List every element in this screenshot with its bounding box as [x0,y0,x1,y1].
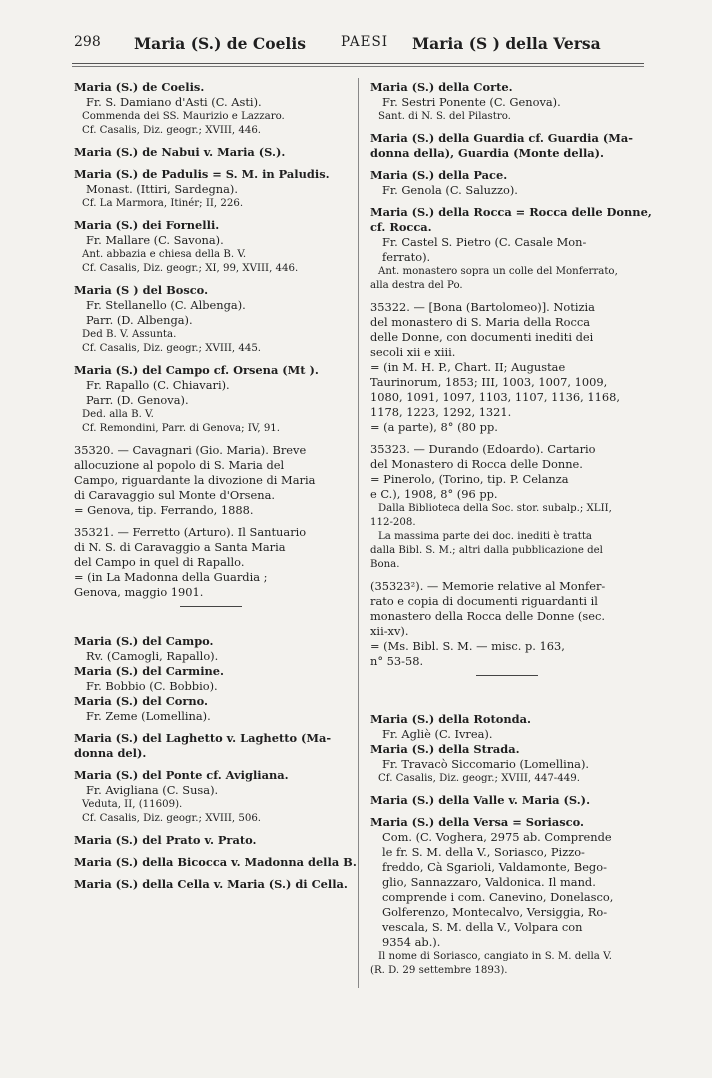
spacer [370,124,644,131]
spacer [370,161,644,168]
entry-line: Fr. Zeme (Lomellina). [86,709,211,723]
header-left-title: Maria (S.) de Coelis [134,34,306,53]
entry-line: 112-208. [370,517,416,528]
entry-line: Cf. Casalis, Diz. geogr.; XVIII, 445. [82,343,262,354]
entry-line: = Pinerolo, (Torino, tip. P. Celanza [370,472,569,486]
spacer [74,211,348,218]
entry-line: La massima parte dei doc. inediti è tratta [378,531,592,542]
entry-line: 9354 ab.). [382,935,441,949]
entry-line: Fr. Stellanello (C. Albenga). [86,298,246,312]
entry-line: Golferenzo, Montecalvo, Versiggia, Ro- [382,905,608,919]
entry-line: del Monastero di Rocca delle Donne. [370,457,583,471]
entry-heading: Maria (S ) del Bosco. [74,283,209,297]
entry-heading: Maria (S.) del Prato v. Prato. [74,833,257,847]
entry-line: Cf. Casalis, Diz. geogr.; XVIII, 446. [82,125,262,136]
spacer [370,293,644,300]
entry-line: 1080, 1091, 1097, 1103, 1107, 1136, 1168, [370,390,620,404]
spacer [370,685,644,694]
entry-line: Fr. Rapallo (C. Chiavari). [86,378,230,392]
entry-heading: Maria (S.) della Cella v. Maria (S.) di Cella. [74,877,348,891]
entry-line: Bona. [370,559,400,570]
spacer [74,870,348,877]
entry-line: Fr. Bobbio (C. Bobbio). [86,679,218,693]
entry-line: = Genova, tip. Ferrando, 1888. [74,503,254,517]
spacer [74,138,348,145]
entry-line: ferrato). [382,250,431,264]
entry-line: xii-xv). [370,624,409,638]
entry-heading: Maria (S.) della Versa = Soriasco. [370,815,584,829]
entry-line: Cf. Casalis, Diz. geogr.; XVIII, 447-449. [378,773,580,784]
left-column [74,80,357,892]
spacer [74,625,348,634]
spacer [74,607,348,616]
entry-heading: donna del). [74,746,147,760]
spacer [370,572,644,579]
entry-line: Taurinorum, 1853; III, 1003, 1007, 1009, [370,375,608,389]
spacer [74,356,348,363]
entry-line: vescala, S. M. della V., Volpara con [382,920,583,934]
entry-line: alla destra del Po. [370,280,463,291]
spacer [370,703,644,712]
entry-line: rato e copia di documenti riguardanti il [370,594,598,608]
entry-line: Fr. Avigliana (C. Susa). [86,783,219,797]
entry-line: di Caravaggio sul Monte d'Orsena. [74,488,276,502]
entry-line: Sant. di N. S. del Pilastro. [378,111,511,122]
entry-line: 1178, 1223, 1292, 1321. [370,405,512,419]
entry-line: Monast. (Ittiri, Sardegna). [86,182,238,196]
entry-heading: Maria (S.) de Nabui v. Maria (S.). [74,145,286,159]
column-separator [358,78,359,988]
entry-heading: Maria (S.) della Pace. [370,168,508,182]
spacer [370,786,644,793]
header-right-title: Maria (S ) della Versa [412,34,601,53]
entry-line: monastero della Rocca delle Donne (sec. [370,609,605,623]
entry-line: del Campo in quel di Rapallo. [74,555,245,569]
header-section: PAESI [341,34,389,50]
entry-line: = (in M. H. P., Chart. II; Augustae [370,360,566,374]
entry-line: Ded. alla B. V. [82,409,154,420]
entry-line: Genova, maggio 1901. [74,585,204,599]
spacer [370,435,644,442]
spacer [74,826,348,833]
entry-heading: donna della), Guardia (Monte della). [370,146,605,160]
entry-line: Fr. Travacò Siccomario (Lomellina). [382,757,590,771]
spacer [370,694,644,703]
entry-line: di N. S. di Caravaggio a Santa Maria [74,540,286,554]
entry-line: Fr. Genola (C. Saluzzo). [382,183,518,197]
entry-line: secoli xii e xiii. [370,345,456,359]
entry-heading: Maria (S.) dei Fornelli. [74,218,220,232]
entry-line: comprende i com. Canevino, Donelasco, [382,890,614,904]
entry-heading: Maria (S.) del Ponte cf. Avigliana. [74,768,289,782]
entry-line: allocuzione al popolo di S. Maria del [74,458,285,472]
entry-heading: Maria (S.) della Strada. [370,742,520,756]
entry-line: (R. D. 29 settembre 1893). [370,965,508,976]
entry-line: del monastero di S. Maria della Rocca [370,315,591,329]
entry-heading: Maria (S.) della Guardia cf. Guardia (Ma- [370,131,633,145]
header-rule [72,63,644,67]
spacer [370,808,644,815]
entry-line: Dalla Biblioteca della Soc. stor. subalp.; XLII, [378,503,612,514]
spacer [74,848,348,855]
spacer [74,724,348,731]
entry-line: delle Donne, con documenti inediti dei [370,330,594,344]
entry-line: le fr. S. M. della V., Soriasco, Pizzo- [382,845,585,859]
entry-line: Ant. monastero sopra un colle del Monferrato, [378,266,618,277]
entry-line: Com. (C. Voghera, 2975 ab. Comprende [382,830,612,844]
running-header [72,34,646,58]
entry-heading: Maria (S.) del Carmine. [74,664,225,678]
entry-line: Fr. S. Damiano d'Asti (C. Asti). [86,95,262,109]
entry-line: Parr. (D. Albenga). [86,313,193,327]
entry-line: n° 53-58. [370,654,424,668]
entry-line: 35320. — Cavagnari (Gio. Maria). Breve [74,443,307,457]
entry-line: (35323²). — Memorie relative al Monfer- [370,579,606,593]
entry-heading: Maria (S.) della Corte. [370,80,513,94]
entry-line: Fr. Agliè (C. Ivrea). [382,727,493,741]
entry-heading: Maria (S.) del Laghetto v. Laghetto (Ma- [74,731,332,745]
entry-heading: Maria (S.) del Corno. [74,694,209,708]
entry-line: Fr. Mallare (C. Savona). [86,233,224,247]
entry-line: Cf. La Marmora, Itinér; II, 226. [82,198,244,209]
page-number: 298 [74,34,101,50]
entry-line: Il nome di Soriasco, cangiato in S. M. della V. [378,951,612,962]
entry-heading: Maria (S.) della Rotonda. [370,712,531,726]
entry-line: Cf. Remondini, Parr. di Genova; IV, 91. [82,423,281,434]
spacer [370,676,644,685]
entry-line: 35322. — [Bona (Bartolomeo)]. Notizia [370,300,595,314]
entry-line: dalla Bibl. S. M.; altri dalla pubblicazione del [370,545,603,556]
entry-line: glio, Sannazzaro, Valdonica. Il mand. [382,875,596,889]
entry-line: Cf. Casalis, Diz. geogr.; XI, 99, XVIII, 446. [82,263,299,274]
entry-line: e C.), 1908, 8° (96 pp. [370,487,498,501]
entry-line: = (a parte), 8° (80 pp. [370,420,498,434]
entry-line: Commenda dei SS. Maurizio e Lazzaro. [82,111,285,122]
spacer [370,198,644,205]
entry-line: Ded B. V. Assunta. [82,329,177,340]
entry-line: Ant. abbazia e chiesa della B. V. [82,249,247,260]
entry-heading: Maria (S.) de Padulis = S. M. in Paludis. [74,167,330,181]
entry-line: Parr. (D. Genova). [86,393,189,407]
entry-heading: Maria (S.) della Bicocca v. Madonna della B. [74,855,357,869]
entry-line: 35323. — Durando (Edoardo). Cartario [370,442,596,456]
spacer [74,160,348,167]
spacer [74,276,348,283]
entry-heading: cf. Rocca. [370,220,432,234]
spacer [74,616,348,625]
spacer [74,518,348,525]
entry-line: Campo, riguardante la divozione di Maria [74,473,316,487]
entry-line: Veduta, II, (11609). [82,799,183,810]
entry-line: 35321. — Ferretto (Arturo). Il Santuario [74,525,307,539]
right-column [370,80,652,978]
entry-line: freddo, Cà Sgarioli, Valdamonte, Bego- [382,860,607,874]
entry-line: Fr. Castel S. Pietro (C. Casale Mon- [382,235,587,249]
entry-heading: Maria (S.) del Campo. [74,634,214,648]
spacer [74,436,348,443]
entry-heading: Maria (S.) della Rocca = Rocca delle Donne, [370,205,652,219]
entry-heading: Maria (S.) de Coelis. [74,80,205,94]
entry-line: Rv. (Camogli, Rapallo). [86,649,219,663]
entry-heading: Maria (S.) della Valle v. Maria (S.). [370,793,591,807]
entry-line: = (Ms. Bibl. S. M. — misc. p. 163, [370,639,565,653]
entry-line: Fr. Sestri Ponente (C. Genova). [382,95,561,109]
entry-line: = (in La Madonna della Guardia ; [74,570,268,584]
entry-line: Cf. Casalis, Diz. geogr.; XVIII, 506. [82,813,262,824]
entry-heading: Maria (S.) del Campo cf. Orsena (Mt ). [74,363,319,377]
spacer [74,761,348,768]
